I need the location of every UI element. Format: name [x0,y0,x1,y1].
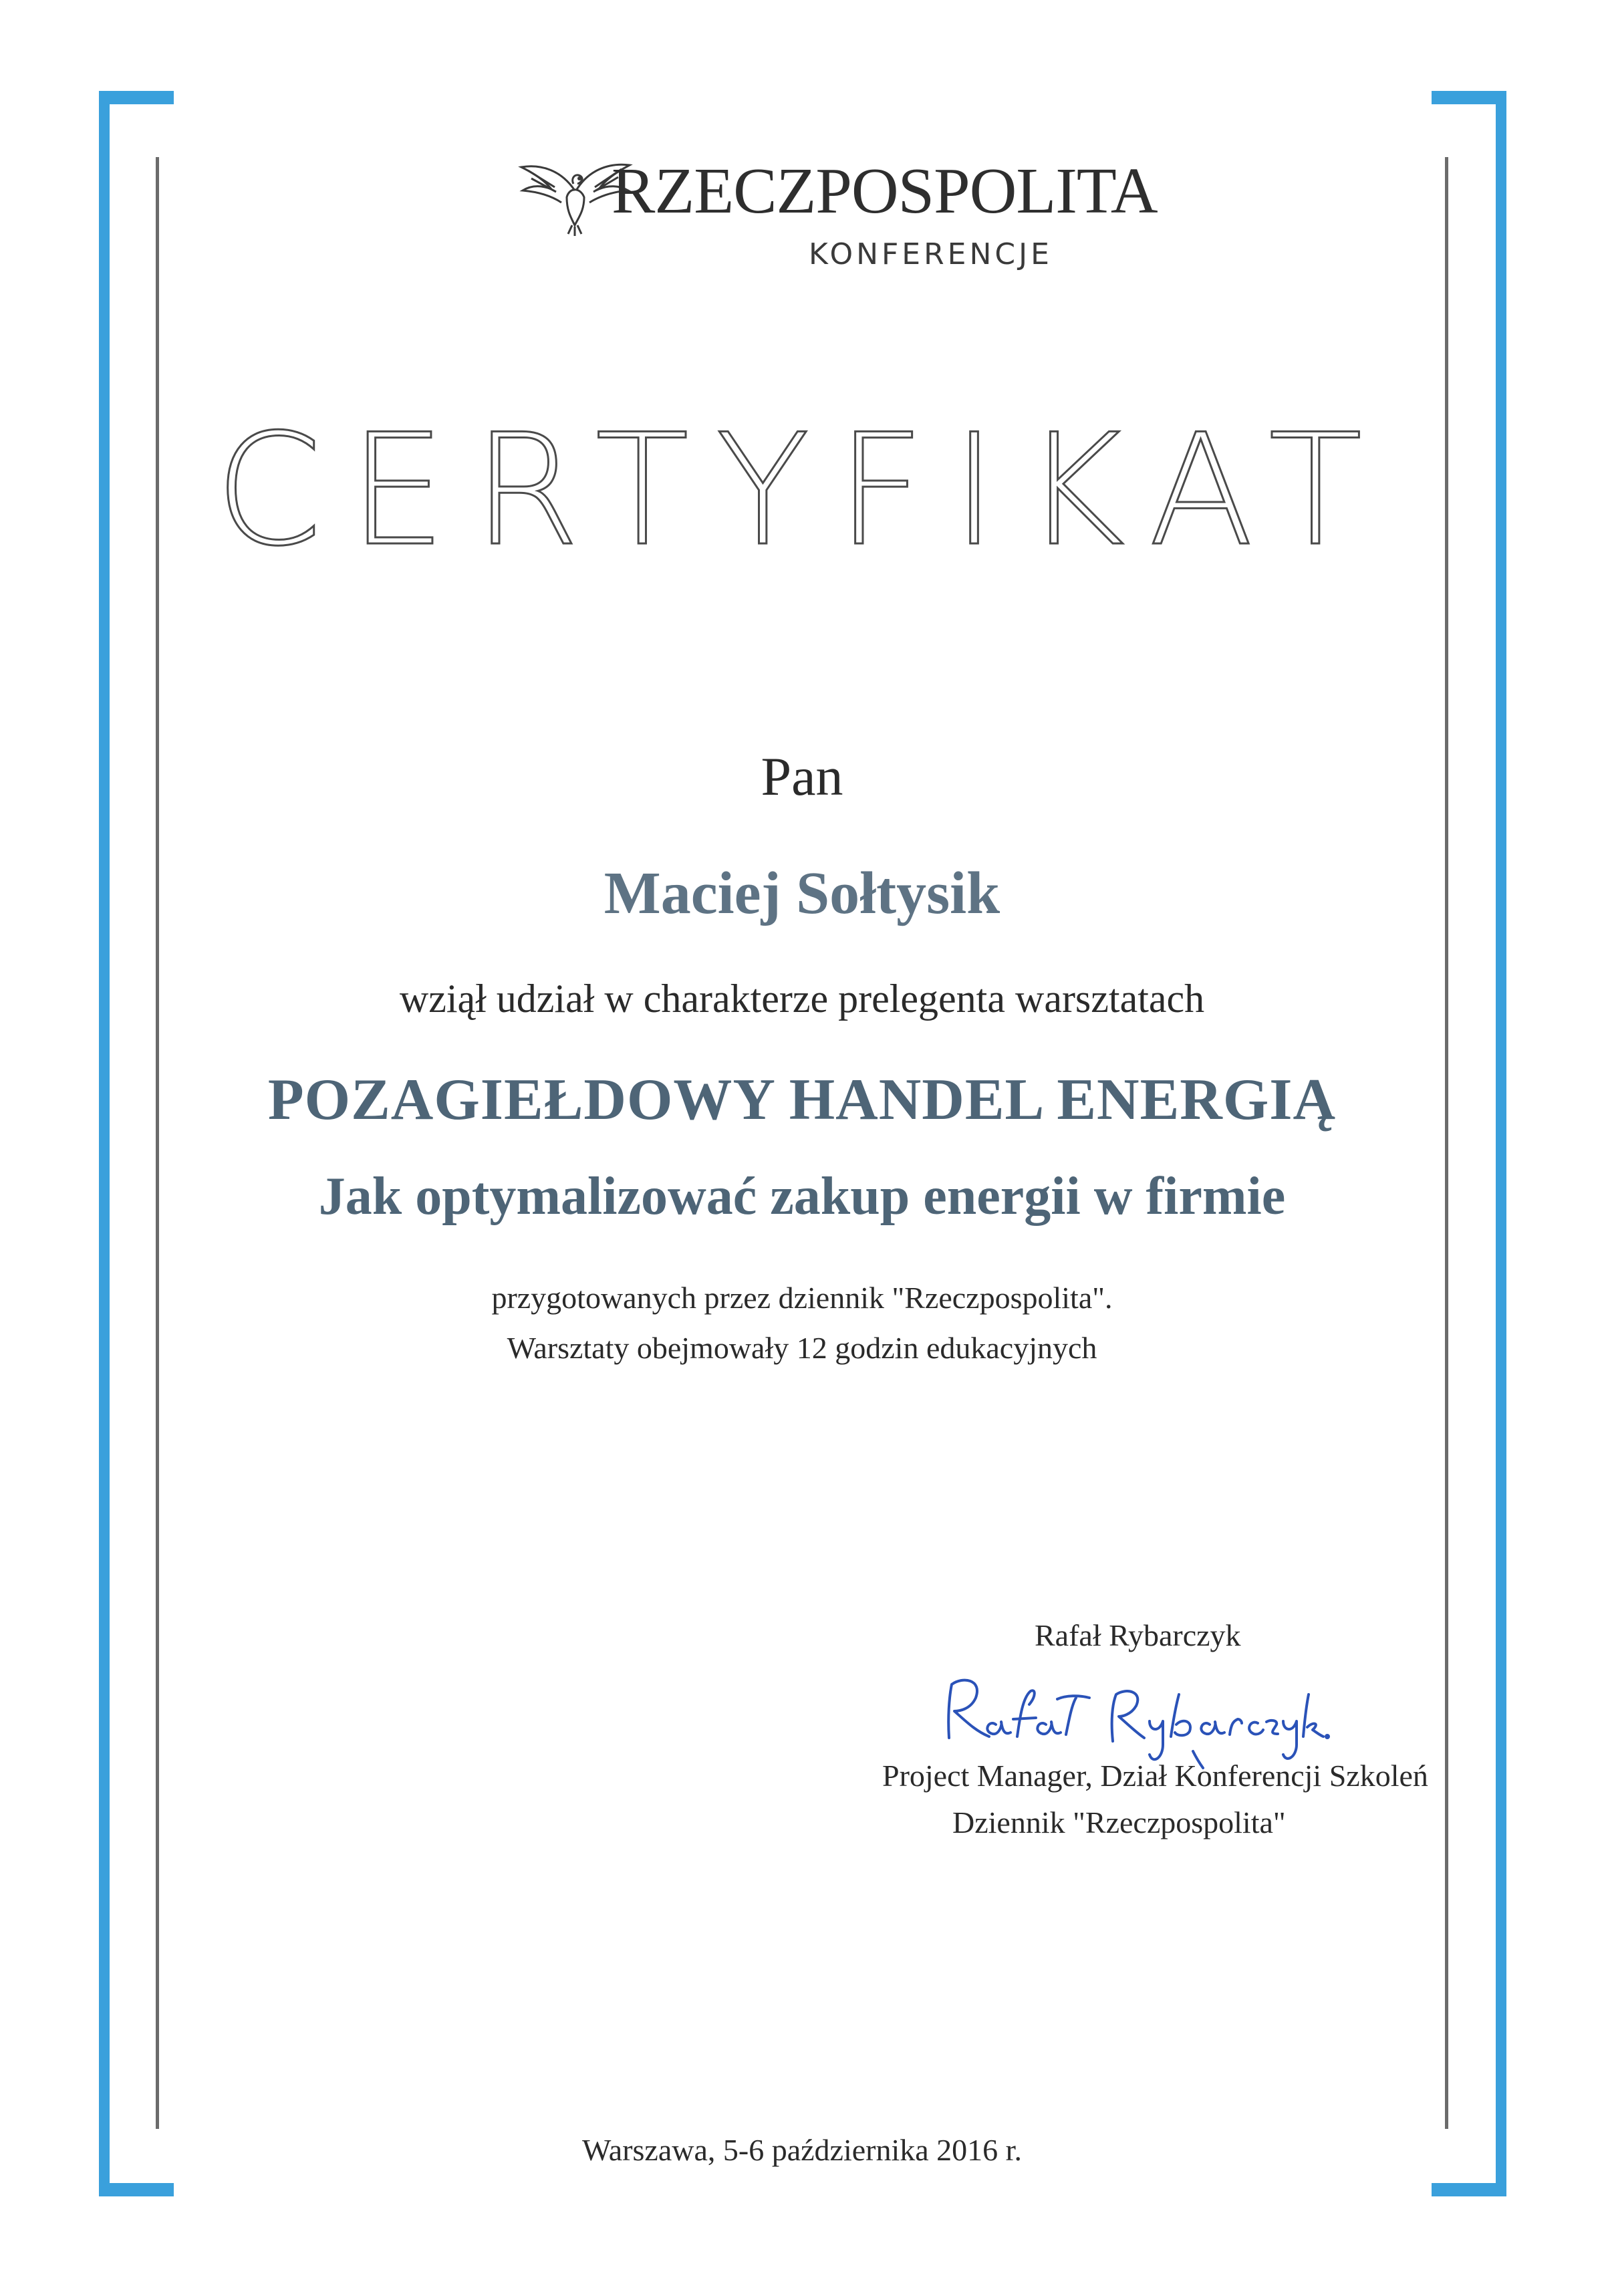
certificate-title: CERTYFIKAT [215,402,1389,580]
description-line-2: Warsztaty obejmowały 12 godzin edukacyjnych [507,1331,1097,1365]
recipient-name: Maciej Sołtysik [604,860,1000,926]
signer-organization: Dziennik "Rzeczpospolita" [952,1805,1286,1839]
signer-name: Rafał Rybarczyk [1035,1618,1241,1652]
salutation: Pan [761,746,843,807]
event-title: POZAGIEŁDOWY HANDEL ENERGIĄ [267,1067,1337,1132]
place-and-date: Warszawa, 5-6 października 2016 r. [582,2133,1022,2167]
brand-wordmark: RZECZPOSPOLITA [612,155,1158,227]
signer-role: Project Manager, Dział Konferencji Szkoleń [882,1759,1428,1793]
description-line-1: przygotowanych przez dziennik "Rzeczpospolita". [491,1281,1113,1315]
participation-statement: wziął udział w charakterze prelegenta warsztatach [399,977,1205,1021]
brand-subtitle: KONFERENCJE [809,237,1053,271]
event-subtitle: Jak optymalizować zakup energii w firmie [318,1167,1286,1226]
